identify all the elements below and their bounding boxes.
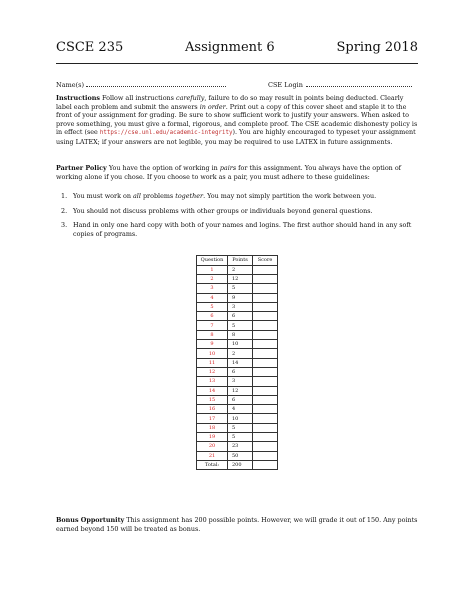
question-number: 1: [197, 265, 228, 274]
academic-integrity-link[interactable]: https://cse.unl.edu/academic-integrity: [99, 130, 233, 137]
table-row: [197, 284, 278, 293]
table-row: [197, 321, 278, 330]
score-table-body: [197, 265, 278, 460]
score-cell[interactable]: [253, 330, 278, 339]
question-number: 8: [197, 330, 228, 339]
question-points: 4: [228, 405, 253, 414]
score-cell[interactable]: [253, 433, 278, 442]
table-row: [197, 340, 278, 349]
table-row: [197, 358, 278, 367]
table-row: [197, 302, 278, 311]
question-number: 7: [197, 321, 228, 330]
table-row: [197, 349, 278, 358]
list-text: Hand in only one hard copy with both of your names and logins. The first author should hand in any soft copies of programs.: [73, 221, 412, 238]
partner-text-2: for this assignment. You always have the option of working alone if you chose. If you choose to work as a pair, you must adhere to these guidelines:: [56, 164, 402, 181]
score-cell[interactable]: [253, 377, 278, 386]
login-label: CSE Login: [268, 81, 303, 89]
table-row: [197, 386, 278, 395]
table-row: [197, 274, 278, 283]
score-cell[interactable]: [253, 274, 278, 283]
column-header-points: Points: [228, 256, 253, 266]
score-cell[interactable]: [253, 312, 278, 321]
table-row: [197, 423, 278, 432]
question-points: 6: [228, 395, 253, 404]
list-number: 2.: [61, 206, 68, 215]
table-header-row: [197, 256, 278, 266]
question-number: 15: [197, 395, 228, 404]
question-number: 5: [197, 302, 228, 311]
question-points: 6: [228, 367, 253, 376]
bonus-paragraph: [56, 516, 418, 533]
partner-text-1: You have the option of working in: [108, 164, 218, 172]
list-emphasis: together: [175, 192, 204, 200]
score-cell[interactable]: [253, 349, 278, 358]
bonus-title: Bonus Opportunity: [56, 516, 125, 524]
partner-policy-paragraph: [56, 164, 418, 181]
table-row: [197, 312, 278, 321]
question-points: 12: [228, 274, 253, 283]
score-cell[interactable]: [253, 423, 278, 432]
question-number: 20: [197, 442, 228, 451]
table-row: [197, 414, 278, 423]
table-row: [197, 377, 278, 386]
question-points: 5: [228, 321, 253, 330]
question-points: 2: [228, 265, 253, 274]
table-row: [197, 405, 278, 414]
question-points: 23: [228, 442, 253, 451]
column-header-score: Score: [253, 256, 278, 266]
table-row: [197, 442, 278, 451]
question-points: 5: [228, 284, 253, 293]
question-points: 8: [228, 330, 253, 339]
list-text: You must work on: [73, 192, 131, 200]
column-header-question: Question: [197, 256, 228, 266]
assignment-title: Assignment 6: [185, 40, 275, 55]
question-number: 18: [197, 423, 228, 432]
table-row: [197, 451, 278, 460]
list-emphasis: all: [133, 192, 141, 200]
question-points: 2: [228, 349, 253, 358]
score-cell[interactable]: [253, 414, 278, 423]
question-points: 14: [228, 358, 253, 367]
table-row: [197, 265, 278, 274]
question-number: 13: [197, 377, 228, 386]
list-text: problems: [142, 192, 174, 200]
instructions-text-1: Follow all instructions: [102, 94, 174, 102]
question-number: 16: [197, 405, 228, 414]
header-rule: [56, 63, 418, 64]
list-number: 1.: [61, 192, 68, 200]
name-login-row: [56, 80, 418, 89]
question-points: 9: [228, 293, 253, 302]
question-points: 10: [228, 340, 253, 349]
table-row: [197, 433, 278, 442]
term: Spring 2018: [336, 40, 418, 55]
question-number: 6: [197, 312, 228, 321]
question-number: 11: [197, 358, 228, 367]
instructions-text-2: , failure to do so may result in points being deducted. Clearly label each problem and submit the answers: [56, 94, 404, 111]
name-blank-line[interactable]: [86, 80, 226, 87]
name-label: Name(s): [56, 81, 84, 89]
total-label: Total:: [197, 460, 228, 469]
page-header: [56, 40, 418, 60]
score-cell[interactable]: [253, 395, 278, 404]
score-cell[interactable]: [253, 405, 278, 414]
score-cell[interactable]: [253, 302, 278, 311]
total-score-cell[interactable]: [253, 460, 278, 469]
score-cell[interactable]: [253, 442, 278, 451]
bonus-text: This assignment has 200 possible points. However, we will grade it out of 150. Any points earned beyond 150 will be treated as bonus.: [56, 516, 418, 533]
table-row: [197, 293, 278, 302]
question-number: 19: [197, 433, 228, 442]
question-number: 10: [197, 349, 228, 358]
question-points: 3: [228, 302, 253, 311]
list-item: [60, 221, 418, 238]
list-text: You should not discuss problems with other groups or individuals beyond general questions.: [73, 206, 373, 215]
login-blank-line[interactable]: [306, 80, 412, 87]
question-number: 2: [197, 274, 228, 283]
question-number: 21: [197, 451, 228, 460]
question-points: 12: [228, 386, 253, 395]
total-points: 200: [228, 460, 253, 469]
question-number: 4: [197, 293, 228, 302]
question-points: 10: [228, 414, 253, 423]
partner-policy-title: Partner Policy: [56, 164, 107, 172]
question-points: 50: [228, 451, 253, 460]
score-cell[interactable]: [253, 386, 278, 395]
question-number: 14: [197, 386, 228, 395]
question-number: 9: [197, 340, 228, 349]
question-number: 17: [197, 414, 228, 423]
instructions-paragraph: [56, 94, 418, 147]
instructions-emphasis-1: carefully: [176, 94, 205, 102]
score-cell[interactable]: [253, 367, 278, 376]
question-points: 6: [228, 312, 253, 321]
list-item: [60, 207, 418, 216]
table-row: [197, 330, 278, 339]
question-points: 3: [228, 377, 253, 386]
question-number: 12: [197, 367, 228, 376]
question-points: 5: [228, 433, 253, 442]
score-cell[interactable]: [253, 293, 278, 302]
list-item: [60, 192, 418, 201]
score-cell[interactable]: [253, 284, 278, 293]
course-code: CSCE 235: [56, 40, 124, 55]
question-number: 3: [197, 284, 228, 293]
question-points: 5: [228, 423, 253, 432]
table-row: [197, 367, 278, 376]
table-row: [197, 395, 278, 404]
score-cell[interactable]: [253, 451, 278, 460]
list-number: 3.: [61, 221, 68, 230]
score-cell[interactable]: [253, 340, 278, 349]
table-total-row: [197, 460, 278, 469]
score-table: [196, 255, 278, 470]
score-cell[interactable]: [253, 321, 278, 330]
score-cell[interactable]: [253, 358, 278, 367]
instructions-text-3: . Print out a copy of this cover sheet and staple it to the front of your assignment for grading. Be sure to show sufficient work to justify your answers. When asked to prove something, you must give a formal, rigorous, and complete proof. The CSE academic dishonesty policy is in effect (see: [56, 102, 418, 137]
instructions-title: Instructions: [56, 94, 100, 102]
guidelines-list: [60, 192, 418, 244]
score-cell[interactable]: [253, 265, 278, 274]
instructions-text-4: ). You are highly encouraged to typeset your assignment using LATEX; if your answers are not legible, you may be required to use LATEX in future assignments.: [56, 128, 416, 146]
partner-emphasis: pairs: [219, 164, 237, 172]
list-text: . You may not simply partition the work between you.: [203, 192, 377, 200]
instructions-emphasis-2: in order: [199, 102, 226, 111]
